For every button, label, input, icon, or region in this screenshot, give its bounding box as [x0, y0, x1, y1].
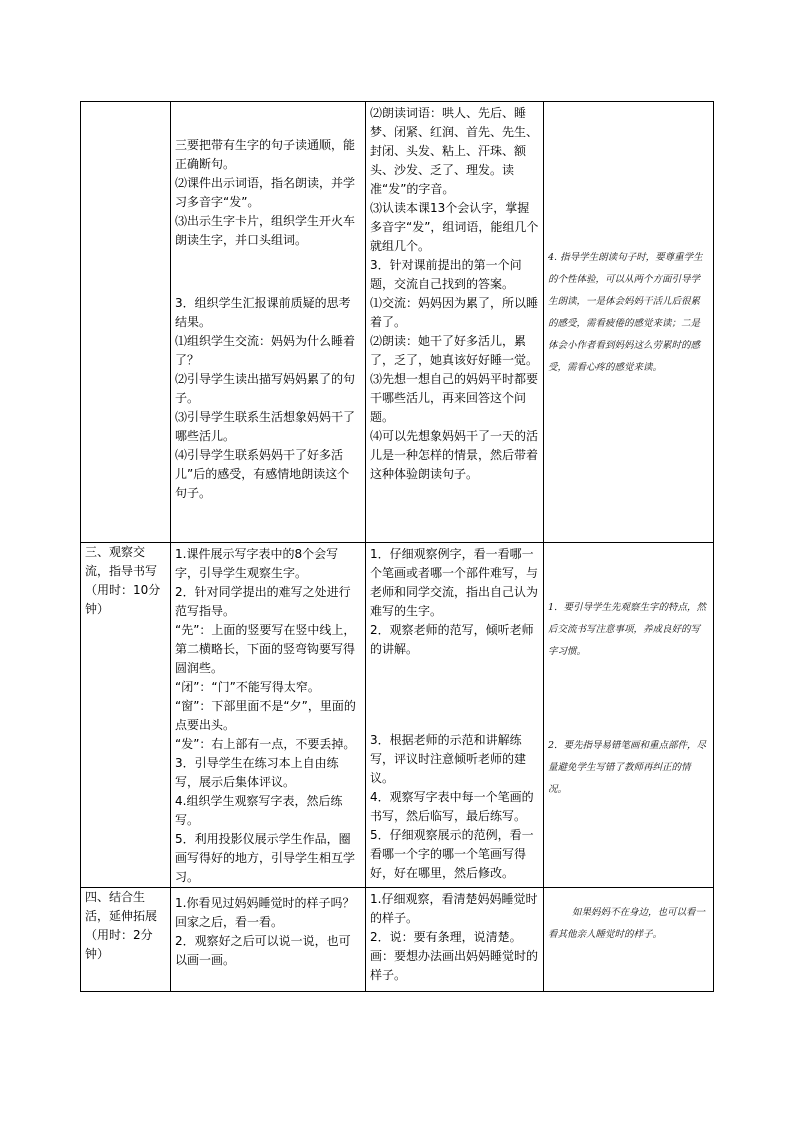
student-text: 4．观察写字表中每一个笔画的书写，然后临写，最后练写。	[370, 790, 534, 823]
design-intent-cell	[544, 543, 714, 888]
student-text: 3．针对课前提出的第一个问题，交流自己找到的答案。	[370, 258, 522, 291]
teacher-text: ⑴组织学生交流：妈妈为什么睡着了？	[175, 334, 356, 367]
teacher-text: 3．引导学生在练习本上自由练写，展示后集体评议。	[175, 756, 339, 789]
teacher-text: ⑶引导学生联系生活想象妈妈干了哪些活儿。	[175, 410, 356, 443]
teacher-text: 4.组织学生观察写字表，然后练写。	[175, 794, 343, 827]
design-intent-cell	[544, 102, 714, 543]
student-text: 5．仔细观察展示的范例，看一看哪一个字的哪一个笔画写得好，好在哪里，然后修改。	[370, 828, 534, 880]
design-intent-cell	[544, 888, 714, 992]
table-row	[81, 543, 714, 888]
teacher-text: 1.课件展示写字表中的8个会写字，引导学生观察生字。	[175, 547, 339, 580]
student-text: ⑷可以先想象妈妈干了一天的活儿是一种怎样的情景，然后带着这种体验朗读句子。	[370, 429, 539, 481]
student-text: 1.仔细观察，看清楚妈妈睡觉时的样子。	[370, 892, 538, 925]
teacher-activity-cell	[171, 888, 366, 992]
teacher-text: “发”：右上部有一点，不要丢掉。	[175, 737, 356, 751]
student-text: ⑵朗读词语：哄人、先后、睡梦、闭紧、红润、首先、先生、封闭、头发、粘上、汗珠、额头、沙发、乏了、理发。读准“发”的字音。	[370, 106, 539, 196]
teacher-text: ⑵引导学生读出描写妈妈累了的句子。	[175, 372, 356, 405]
teacher-text: “闭”：“门”不能写得太窄。	[175, 680, 320, 694]
teacher-text: 5．利用投影仪展示学生作品，圈画写得好的地方，引导学生相互学习。	[175, 832, 356, 884]
student-activity-cell	[366, 543, 544, 888]
student-text: ⑶先想一想自己的妈妈平时都要干哪些活儿，再来回答这个问题。	[370, 372, 539, 424]
teacher-text: “窗”：下部里面不是“夕”，里面的点要出头。	[175, 699, 356, 732]
lesson-plan-table	[80, 101, 714, 992]
design-text: 2．要先指导易错笔画和重点部件，尽量避免学生写错了教师再纠正的情况。	[548, 740, 707, 795]
stage-cell: 三、观察交流，指导书写（用时：10分钟）	[81, 543, 171, 888]
student-activity-cell	[366, 888, 544, 992]
student-text: 3．根据老师的示范和讲解练写，评议时注意倾听老师的建议。	[370, 733, 527, 785]
stage-cell	[81, 102, 171, 543]
student-activity-cell	[366, 102, 544, 543]
student-text: 2．观察老师的范写，倾听老师的讲解。	[370, 623, 534, 656]
student-text: 2．说：要有条理，说清楚。	[370, 930, 522, 944]
teacher-text: 2．针对同学提出的难写之处进行范写指导。	[175, 585, 351, 618]
design-text: 4. 指导学生朗读句子时，要尊重学生的个性体验，可以从两个方面引导学生朗读，一是体会妈妈干活儿后很累的感受，需看疲倦的感觉来读；二是体会小作者看到妈妈这么劳累时的感受，需看心疼的感觉来读。	[548, 252, 703, 373]
teacher-text: 1.你看见过妈妈睡觉时的样子吗？回家之后，看一看。	[175, 896, 355, 929]
teacher-text: 三要把带有生字的句子读通顺，能正确断句。	[175, 138, 356, 171]
teacher-text: ⑶出示生字卡片，组织学生开火车朗读生字，并口头组词。	[175, 214, 356, 247]
student-text: ⑴交流：妈妈因为累了，所以睡着了。	[370, 296, 539, 329]
teacher-text: 2．观察好之后可以说一说，也可以画一画。	[175, 934, 351, 967]
teacher-activity-cell	[171, 102, 366, 543]
table-row	[81, 102, 714, 543]
teacher-text: 3．组织学生汇报课前质疑的思考结果。	[175, 296, 351, 329]
table-row	[81, 888, 714, 992]
student-text: 画：要想办法画出妈妈睡觉时的样子。	[370, 949, 539, 982]
student-text: ⑶认读本课13个会认字，掌握多音字“发”，组词语，能组几个就组几个。	[370, 201, 539, 253]
teacher-text: ⑵课件出示词语，指名朗读，并学习多音字“发”。	[175, 176, 356, 209]
design-text: 如果妈妈不在身边，也可以看一看其他亲人睡觉时的样子。	[548, 907, 706, 940]
stage-cell: 四、结合生活，延伸拓展（用时：2分钟）	[81, 888, 171, 992]
design-text: 1．要引导学生先观察生字的特点，然后交流书写注意事项，养成良好的写字习惯。	[548, 602, 707, 657]
teacher-activity-cell	[171, 543, 366, 888]
teacher-text: ⑷引导学生联系妈妈干了好多活儿”后的感受，有感情地朗读这个句子。	[175, 448, 350, 500]
teacher-text: “先”：上面的竖要写在竖中线上，第二横略长，下面的竖弯钩要写得圆润些。	[175, 623, 356, 675]
student-text: ⑵朗读：她干了好多活儿，累了，乏了，她真该好好睡一觉。	[370, 334, 539, 367]
student-text: 1．仔细观察例字，看一看哪一个笔画或者哪一个部件难写，与老师和同学交流，指出自己认为难写的生字。	[370, 547, 539, 618]
